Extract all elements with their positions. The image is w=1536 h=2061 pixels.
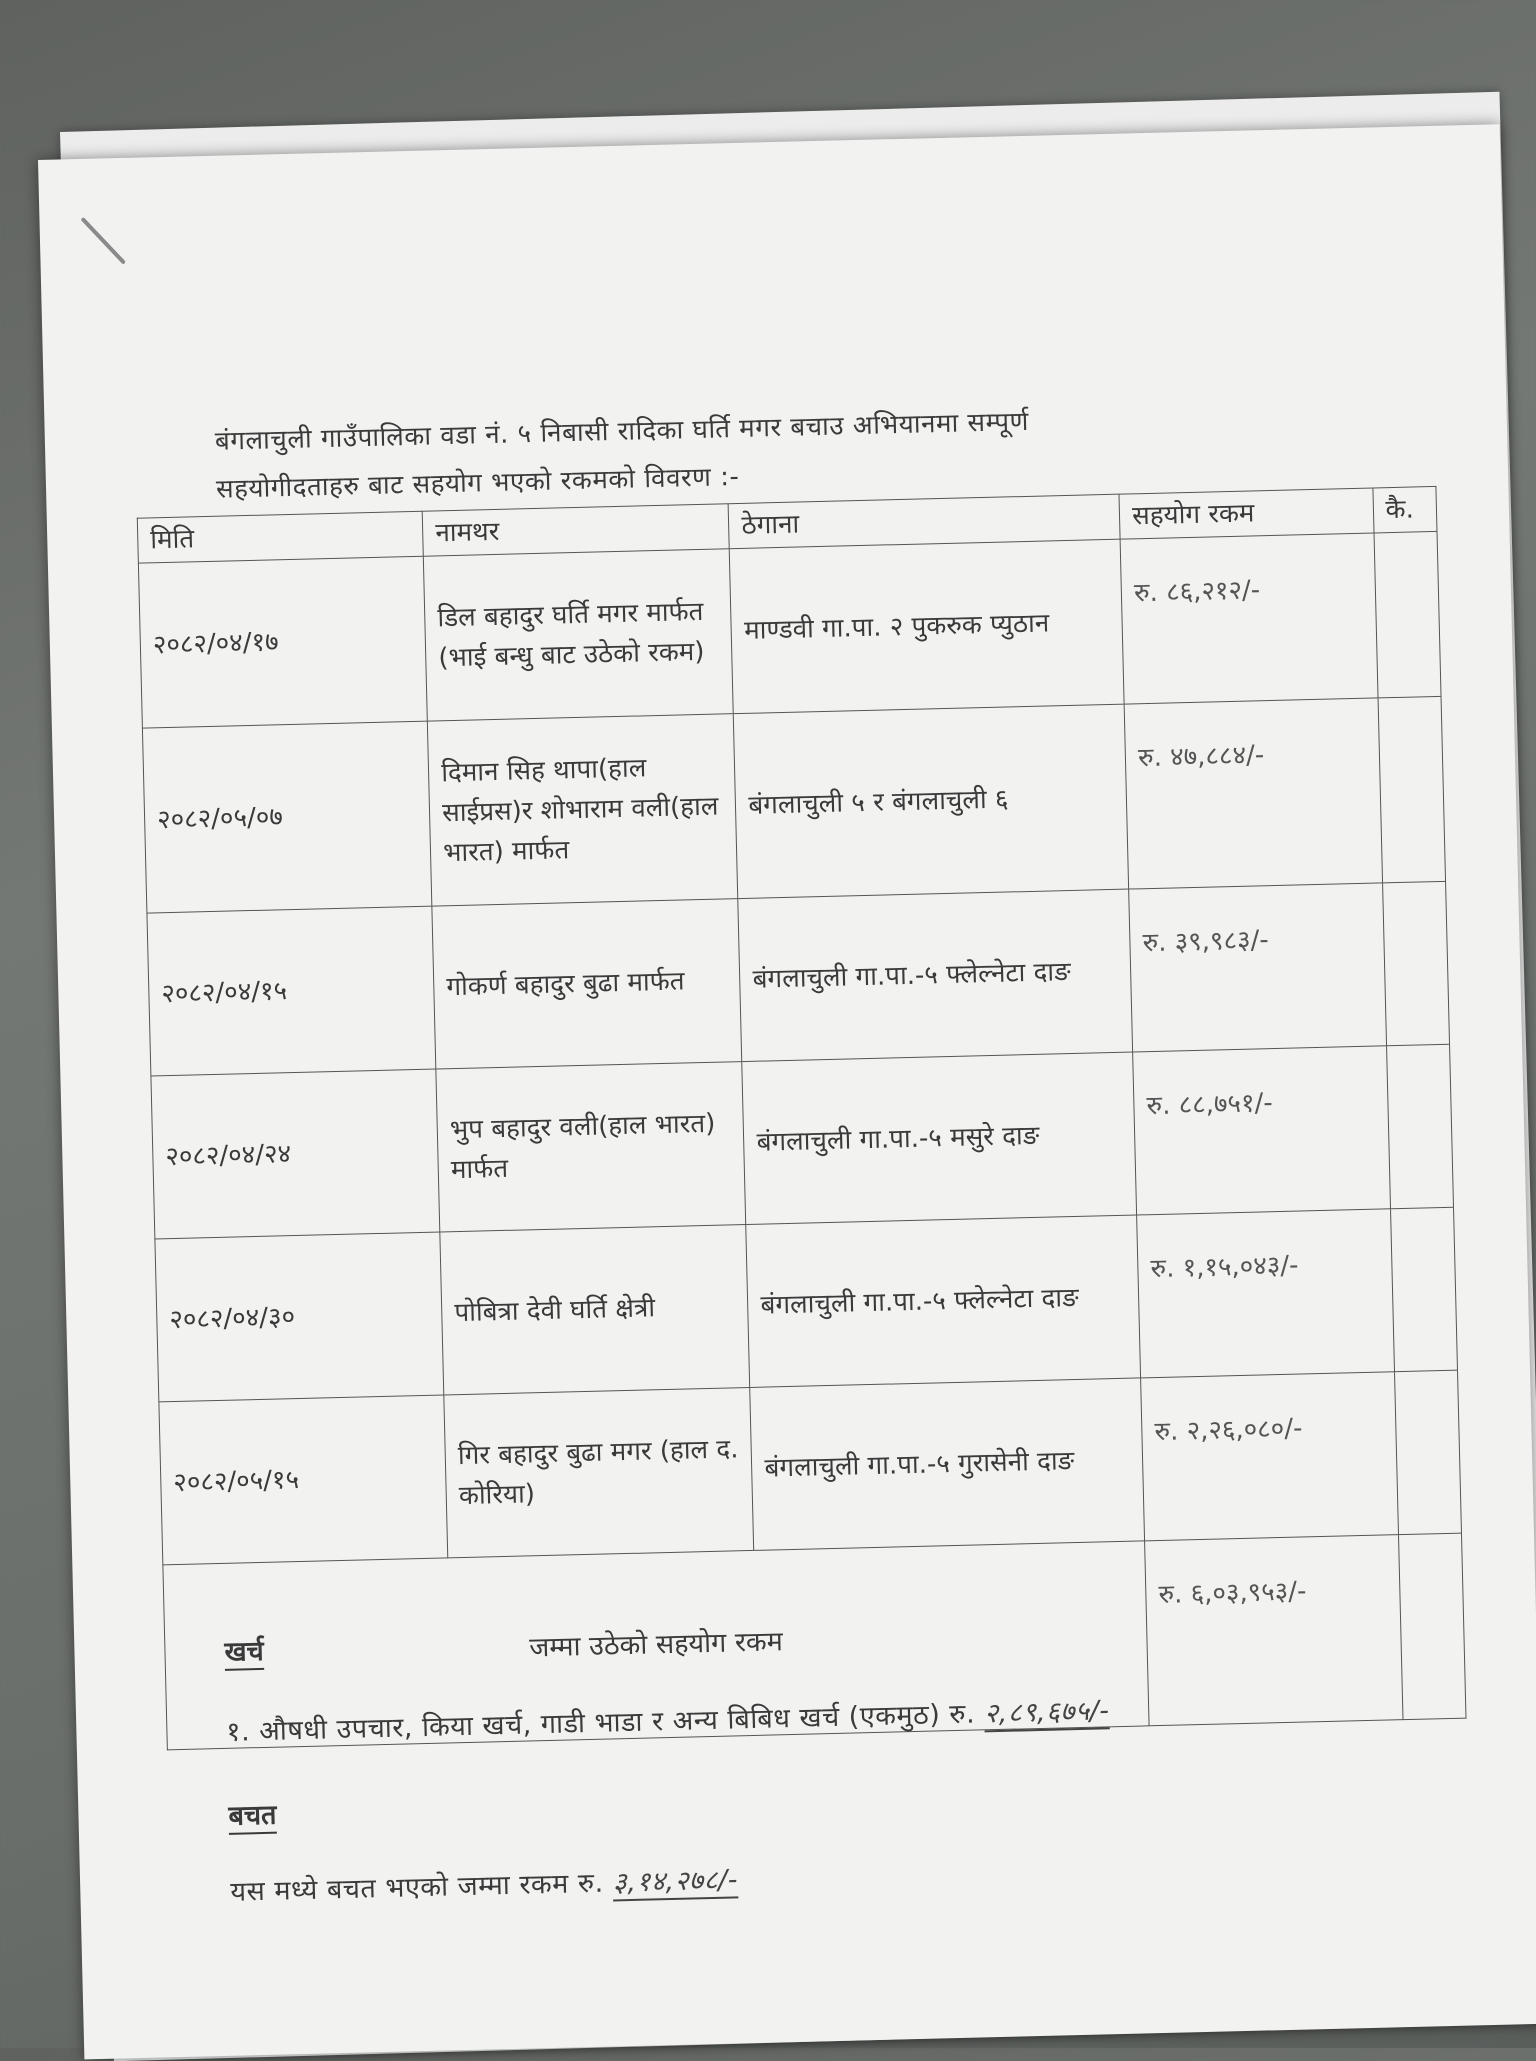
- row-amount: रु. ३९,९८३/-: [1129, 883, 1386, 1052]
- row-remarks: [1378, 696, 1446, 882]
- row-address: बंगलाचुली गा.पा.-५ फ्लेल्नेटा दाङ: [738, 889, 1133, 1061]
- total-remarks: [1398, 1533, 1466, 1719]
- row-amount: रु. १,१५,०४३/-: [1137, 1209, 1394, 1378]
- row-date: २०८२/०४/१७: [138, 556, 427, 728]
- total-label: जम्मा उठेको सहयोग रकम: [163, 1541, 1149, 1750]
- total-amount: रु. ६,०३,९५३/-: [1145, 1535, 1403, 1726]
- table-row: [151, 1044, 1454, 1239]
- table-row: [142, 696, 1445, 913]
- savings-text: यस मध्ये बचत भएको जम्मा रकम रु.: [230, 1867, 605, 1908]
- row-date: २०८२/०४/२४: [151, 1069, 440, 1239]
- row-date: २०८२/०५/१५: [159, 1395, 448, 1565]
- savings-amount: ३,१४,२७८/-: [612, 1864, 739, 1899]
- header-address: ठेगाना: [729, 494, 1121, 549]
- header-amount: सहयोग रकम: [1119, 488, 1373, 539]
- expense-item-text: १. औषधी उपचार, किया खर्च, गाडी भाडा र अन्य बिबिध खर्च (एकमुठ) रु.: [226, 1698, 976, 1748]
- row-remarks: [1386, 1044, 1453, 1209]
- row-address: बंगलाचुली गा.पा.-५ गुरासेनी दाङ: [750, 1378, 1145, 1550]
- row-date: २०८२/०४/३०: [155, 1232, 444, 1402]
- row-date: २०८२/०४/१५: [147, 906, 436, 1076]
- row-date: २०८२/०५/०७: [142, 721, 432, 913]
- row-remarks: [1382, 881, 1449, 1046]
- row-name: दिमान सिह थापा(हाल साईप्रस)र शोभाराम वली(हाल भारत) मार्फत: [427, 714, 738, 906]
- table-row: [159, 1370, 1462, 1565]
- header-name: नामथर: [422, 504, 729, 556]
- table-row: [147, 881, 1450, 1076]
- row-name: भुप बहादुर वली(हाल भारत) मार्फत: [436, 1062, 746, 1232]
- row-name: गोकर्ण बहादुर बुढा मार्फत: [432, 899, 742, 1069]
- row-address: बंगलाचुली गा.पा.-५ मसुरे दाङ: [742, 1052, 1137, 1224]
- heading-line-2: सहयोगीदताहरु बाट सहयोग भएको रकमको विवरण :-: [215, 461, 740, 505]
- row-remarks: [1390, 1207, 1457, 1372]
- donation-table: [137, 486, 1467, 1750]
- heading-line-1: बंगलाचुली गाउँपालिका वडा नं. ५ निबासी रादिका घर्ति मगर बचाउ अभियानमा सम्पूर्ण: [214, 406, 1030, 457]
- expense-title: खर्च: [224, 1635, 265, 1668]
- table-row: [138, 531, 1441, 728]
- row-amount: रु. ४७,८८४/-: [1124, 698, 1382, 889]
- row-amount: रु. २,२६,०८०/-: [1141, 1372, 1398, 1541]
- savings-line: [230, 1859, 738, 1908]
- document-sheet: [38, 124, 1536, 2059]
- row-amount: रु. ८६,२१२/-: [1120, 533, 1377, 704]
- header-remarks: कै.: [1373, 486, 1437, 533]
- savings-title: बचत: [228, 1799, 277, 1832]
- staple-mark: [80, 217, 126, 265]
- row-name: डिल बहादुर घर्ति मगर मार्फत (भाई बन्धु बाट उठेको रकम): [423, 549, 733, 721]
- row-amount: रु. ८८,७५१/-: [1133, 1046, 1390, 1215]
- row-remarks: [1374, 531, 1441, 697]
- row-remarks: [1394, 1370, 1461, 1535]
- row-address: बंगलाचुली ५ र बंगलाचुली ६: [734, 704, 1129, 898]
- row-address: बंगलाचुली गा.पा.-५ फ्लेल्नेटा दाङ: [746, 1215, 1141, 1387]
- row-name: गिर बहादुर बुढा मगर (हाल द. कोरिया): [444, 1387, 754, 1557]
- row-name: पोबित्रा देवी घर्ति क्षेत्री: [440, 1225, 750, 1395]
- header-date: मिति: [137, 511, 423, 563]
- table-row: [155, 1207, 1458, 1402]
- row-address: माण्डवी गा.पा. २ पुकरुक प्युठान: [730, 539, 1125, 713]
- expense-amount: २,८९,६७५/-: [983, 1695, 1110, 1730]
